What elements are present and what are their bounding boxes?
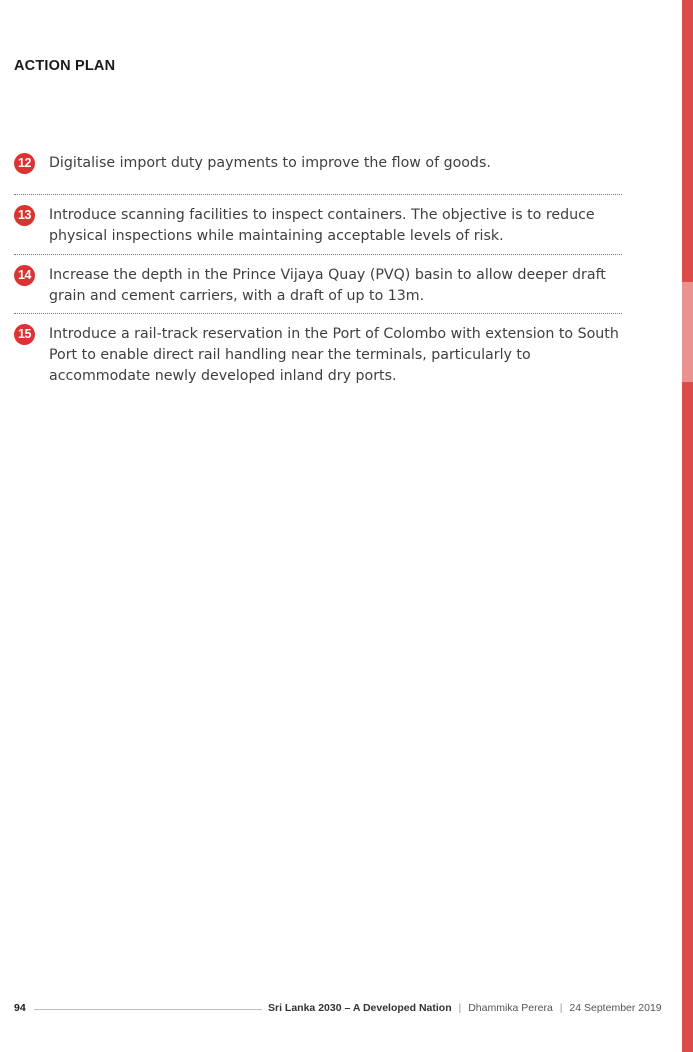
dotted-divider (14, 313, 622, 314)
dotted-divider (14, 254, 622, 255)
footer-separator: | (458, 1002, 462, 1014)
item-number-badge: 12 (14, 153, 35, 174)
dotted-divider (14, 194, 622, 195)
footer-credits (268, 1002, 662, 1014)
item-number-badge: 14 (14, 265, 35, 286)
side-accent-bar (682, 0, 693, 1052)
item-text: Introduce a rail-track reservation in the Port of Colombo with extension to South Port to enable direct rail handling near the terminals, particularly to accommodate newly developed inland dry ports. (49, 326, 619, 384)
item-text: Digitalise import duty payments to improve the flow of goods. (49, 155, 491, 171)
footer-doc-title: Sri Lanka 2030 – A Developed Nation (268, 1002, 452, 1014)
item-number-badge: 15 (14, 324, 35, 345)
item-text: Increase the depth in the Prince Vijaya Quay (PVQ) basin to allow deeper draft grain and cement carriers, with a draft of up to 13m. (49, 267, 606, 304)
item-number-badge: 13 (14, 205, 35, 226)
section-title: ACTION PLAN (14, 58, 116, 74)
footer-rule (34, 1009, 262, 1010)
page-number: 94 (14, 1002, 26, 1014)
footer-date: 24 September 2019 (569, 1002, 662, 1014)
side-accent-bar-highlight (682, 282, 693, 382)
footer-separator: | (559, 1002, 563, 1014)
footer-author: Dhammika Perera (468, 1002, 553, 1014)
item-text: Introduce scanning facilities to inspect containers. The objective is to reduce physical inspections while maintaining acceptable levels of risk. (49, 207, 595, 244)
